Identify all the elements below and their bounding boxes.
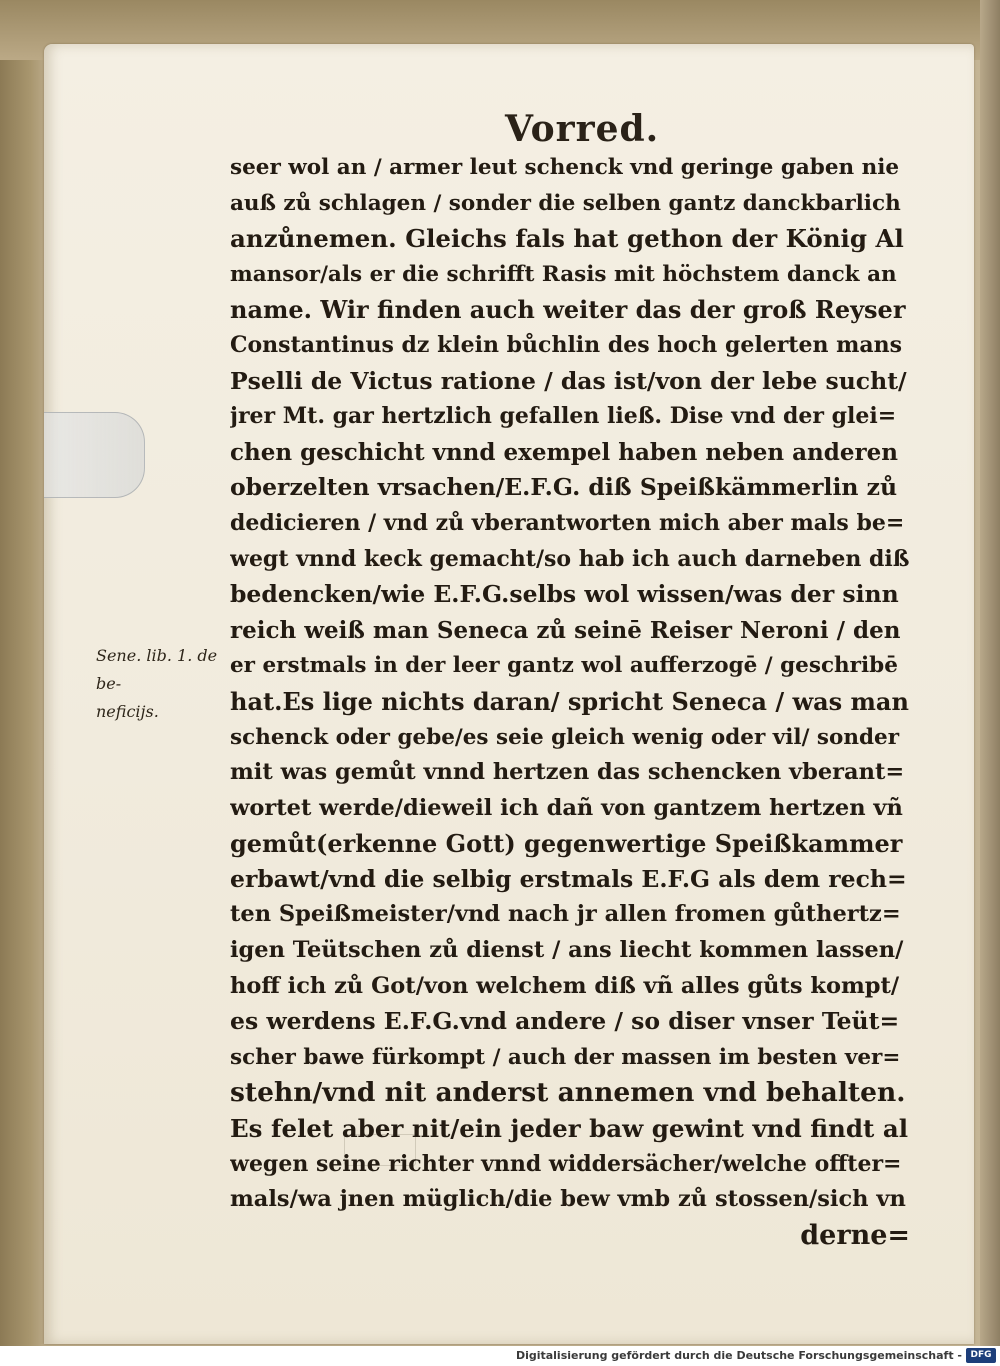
text-line: chen geschicht vnnd exempel haben neben anderen xyxy=(230,438,898,466)
text-line: Pselli de Victus ratione / das ist/von der lebe sucht/ xyxy=(230,366,907,395)
margin-note-line: neficijs. xyxy=(96,702,159,721)
text-line: auß zů schlagen / sonder die selben gantz danckbarlich xyxy=(230,190,901,216)
text-line: Constantinus dz klein bůchlin des hoch gelerten mans xyxy=(230,331,903,358)
dfg-logo: DFG xyxy=(966,1348,996,1363)
text-line: Es felet aber nit/ein jeder baw gewint vnd findt al xyxy=(230,1114,909,1144)
footer-bar xyxy=(0,1346,1000,1366)
text-line: wortet werde/dieweil ich dañ von gantzem hertzen vñ xyxy=(230,794,903,821)
text-line: seer wol an / armer leut schenck vnd geringe gaben nie xyxy=(230,155,900,180)
text-line: stehn/vnd nit anderst annemen vnd behalten. xyxy=(230,1077,906,1109)
text-line: anzůnemen. Gleichs fals hat gethon der König Al xyxy=(230,224,904,254)
page-title: Vorred. xyxy=(505,108,660,150)
text-line: hoff ich zů Got/von welchem diß vñ alles gůts kompt/ xyxy=(230,972,900,999)
text-line: bedencken/wie E.F.G.selbs wol wissen/was der sinn xyxy=(230,580,899,609)
text-line: scher bawe fürkompt / auch der massen im besten ver= xyxy=(230,1044,901,1070)
text-line: erbawt/vnd die selbig erstmals E.F.G als dem rech= xyxy=(230,864,907,893)
text-line: ten Speißmeister/vnd nach jr allen fromen gůthertz= xyxy=(230,901,901,928)
margin-note xyxy=(96,642,246,726)
text-line: mals/wa jnen müglich/die bew vmb zů stossen/sich vn xyxy=(230,1186,906,1213)
text-line: gemůt(erkenne Gott) gegenwertige Speißkammer xyxy=(230,829,903,859)
bookmark-strip xyxy=(44,412,145,498)
text-line: wegen seine richter vnnd widdersächer/welche offter= xyxy=(230,1150,902,1177)
text-line: oberzelten vrsachen/E.F.G. diß Speißkämmerlin zů xyxy=(230,473,898,502)
text-line: wegt vnnd keck gemacht/so hab ich auch darneben diß xyxy=(230,545,910,572)
text-line: derne= xyxy=(800,1219,910,1251)
body-text xyxy=(230,150,910,1253)
text-line: igen Teütschen zů dienst / ans liecht kommen lassen/ xyxy=(230,937,904,964)
text-line: hat.Es lige nichts daran/ spricht Seneca / was man xyxy=(230,686,909,716)
text-line: mit was gemůt vnnd hertzen das schencken vberant= xyxy=(230,759,905,786)
text-line: name. Wir finden auch weiter das der groß Reyser xyxy=(230,295,906,325)
text-line: schenck oder gebe/es seie gleich wenig oder vil/ sonder xyxy=(230,724,900,750)
text-line: jrer Mt. gar hertzlich gefallen ließ. Dise vnd der glei= xyxy=(230,403,897,430)
text-line: es werdens E.F.G.vnd andere / so diser vnser Teüt= xyxy=(230,1007,900,1036)
margin-note-line: Sene. lib. 1. de be- xyxy=(96,646,218,693)
text-line: reich weiß man Seneca zů seinē Reiser Neroni / den xyxy=(230,616,901,644)
funding-note: Digitalisierung gefördert durch die Deutsche Forschungsgemeinschaft - xyxy=(515,1349,962,1362)
text-line: er erstmals in der leer gantz wol aufferzogē / geschribē xyxy=(230,653,898,679)
cover-right-edge xyxy=(980,0,1000,1346)
text-line: dedicieren / vnd zů vberantworten mich aber mals be= xyxy=(230,509,905,536)
text-line: mansor/als er die schrifft Rasis mit höchstem danck an xyxy=(230,261,897,287)
